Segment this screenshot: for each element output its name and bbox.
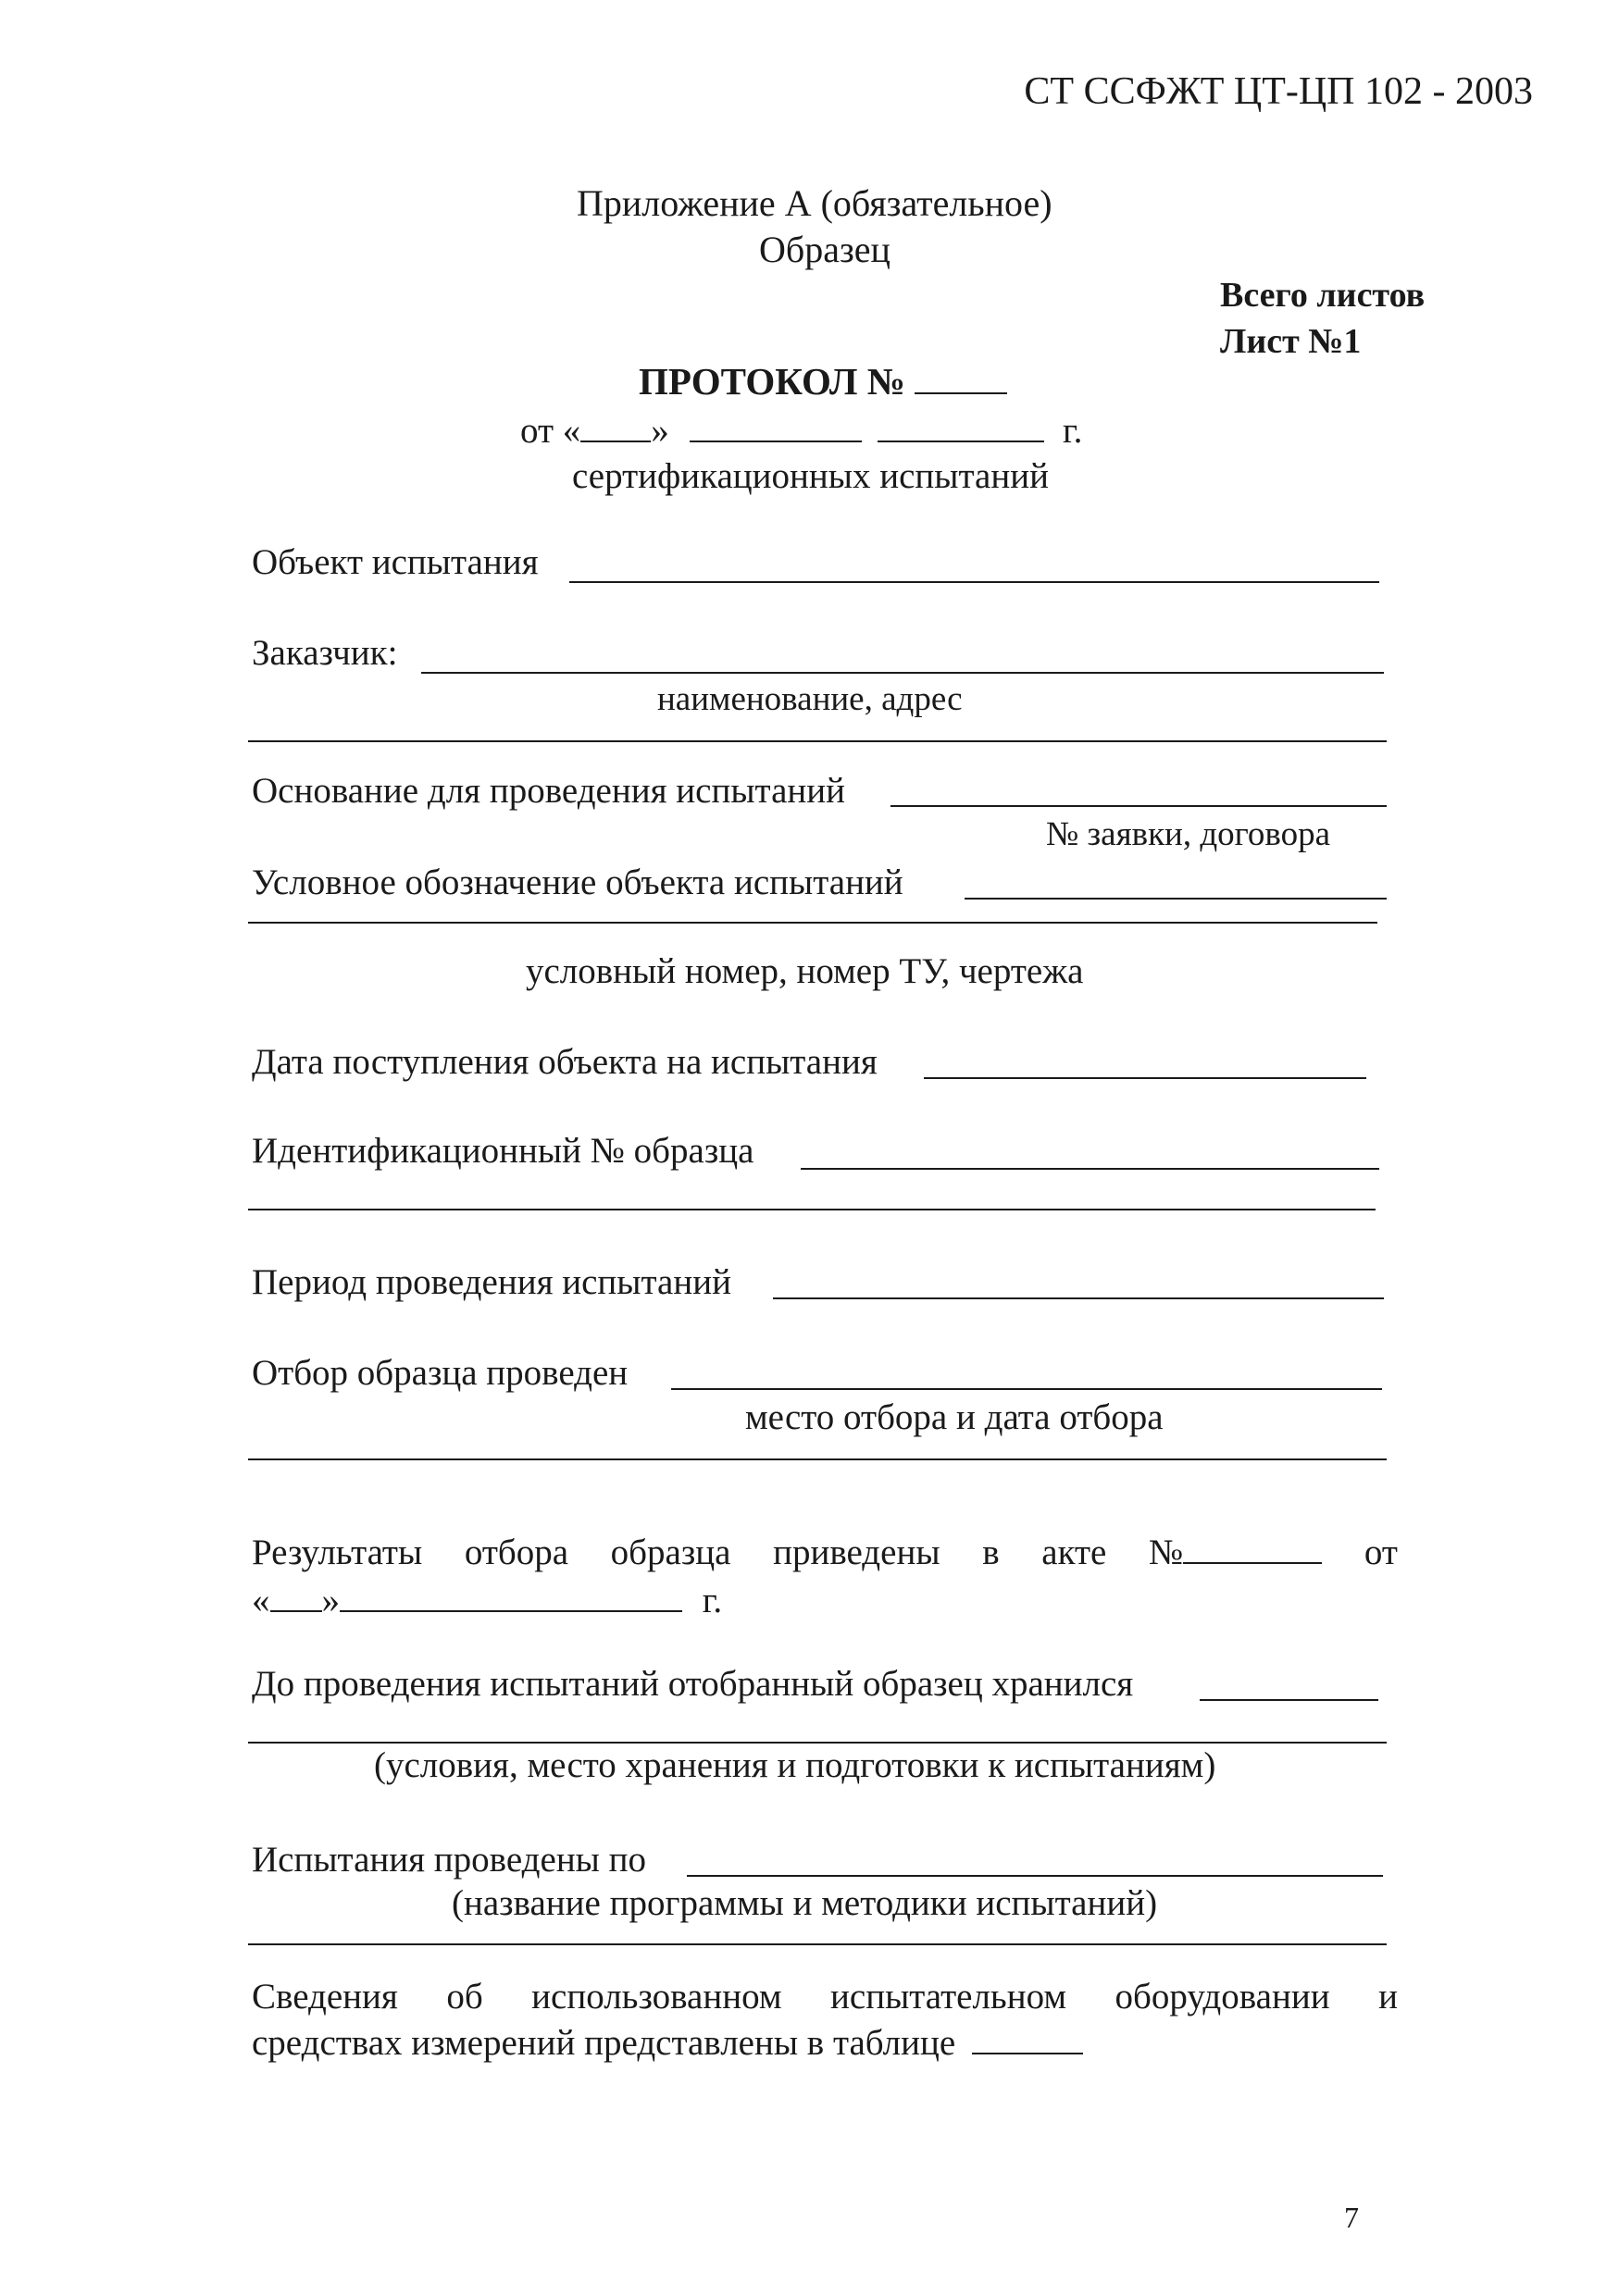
act-date-day-field[interactable]	[270, 1582, 322, 1612]
basis-hint: № заявки, договора	[1046, 815, 1331, 853]
date-prefix: от «	[520, 411, 581, 451]
date-month-field[interactable]	[690, 413, 862, 442]
equipment-word: оборудовании	[1115, 1977, 1330, 2017]
sampling-field[interactable]	[671, 1388, 1382, 1390]
act-date-open-quote: «	[252, 1581, 270, 1620]
customer-hint: наименование, адрес	[657, 680, 963, 718]
customer-field-line-2[interactable]	[248, 740, 1387, 742]
receipt-date-field[interactable]	[924, 1077, 1366, 1079]
sampling-label: Отбор образца проведен	[252, 1353, 629, 1393]
sampling-results-word: отбора	[464, 1533, 569, 1572]
sampling-results-line-1	[252, 1534, 1398, 1570]
protocol-number-field[interactable]	[915, 365, 1007, 394]
act-date-year-suffix: г.	[702, 1581, 723, 1620]
tested-per-field-line-2[interactable]	[248, 1943, 1387, 1945]
equipment-line-1	[252, 1979, 1398, 2015]
basis-label: Основание для проведения испытаний	[252, 771, 845, 811]
sample-id-label: Идентификационный № образца	[252, 1131, 754, 1171]
standard-code: СТ ССФЖТ ЦТ-ЦП 102 - 2003	[1024, 70, 1533, 113]
test-object-label: Объект испытания	[252, 542, 539, 582]
sampling-results-word: приведены	[773, 1533, 940, 1572]
customer-label: Заказчик:	[252, 633, 398, 673]
tested-per-hint: (название программы и методики испытаний)	[452, 1883, 1158, 1923]
date-year-field[interactable]	[878, 413, 1044, 442]
test-period-label: Период проведения испытаний	[252, 1262, 731, 1302]
sampling-results-word: образца	[610, 1533, 731, 1572]
appendix-title: Приложение А (обязательное)	[577, 182, 1052, 224]
protocol-title-text: ПРОТОКОЛ №	[639, 360, 905, 403]
storage-field[interactable]	[1200, 1699, 1378, 1701]
equipment-word: об	[446, 1977, 483, 2017]
test-period-field[interactable]	[773, 1297, 1384, 1299]
sample-label: Образец	[759, 229, 890, 270]
equipment-line-2	[252, 2025, 1083, 2061]
table-number-field[interactable]	[972, 2025, 1083, 2054]
designation-label: Условное обозначение объекта испытаний	[252, 863, 903, 902]
equipment-word: и	[1378, 1977, 1398, 2017]
protocol-title	[639, 360, 1007, 403]
total-sheets-label: Всего листов	[1220, 276, 1426, 315]
equipment-word: Сведения	[252, 1977, 398, 2017]
sampling-results-from: от	[1364, 1533, 1398, 1572]
act-date-close-quote: »	[321, 1581, 340, 1620]
customer-field[interactable]	[421, 672, 1384, 674]
designation-field-line-2[interactable]	[248, 922, 1377, 924]
sheet-number-label: Лист №1	[1220, 322, 1362, 361]
sample-id-field[interactable]	[801, 1168, 1379, 1170]
act-number	[1149, 1534, 1322, 1570]
sampling-results-line-2	[252, 1582, 722, 1619]
tested-per-label: Испытания проведены по	[252, 1840, 647, 1880]
equipment-line-2-text: средствах измерений представлены в таблице	[252, 2023, 956, 2063]
storage-label: До проведения испытаний отобранный образец хранился	[252, 1664, 1134, 1704]
date-day-field[interactable]	[580, 413, 651, 442]
storage-hint: (условия, место хранения и подготовки к испытаниям)	[374, 1745, 1216, 1785]
sample-id-field-line-2[interactable]	[248, 1209, 1376, 1210]
act-number-field[interactable]	[1183, 1534, 1322, 1564]
sampling-results-word: Результаты	[252, 1533, 423, 1572]
date-suffix: г.	[1063, 411, 1083, 451]
protocol-subtitle: сертификационных испытаний	[572, 456, 1049, 496]
tested-per-field[interactable]	[687, 1875, 1383, 1877]
sampling-results-word: в	[982, 1533, 1000, 1572]
sampling-results-word: акте	[1041, 1533, 1107, 1572]
page-number: 7	[1344, 2201, 1359, 2234]
test-object-field[interactable]	[569, 581, 1379, 583]
sampling-field-line-2[interactable]	[248, 1458, 1387, 1460]
number-sign: №	[1149, 1533, 1184, 1572]
act-date-month-year-field[interactable]	[340, 1582, 682, 1612]
basis-field[interactable]	[890, 805, 1387, 807]
receipt-date-label: Дата поступления объекта на испытания	[252, 1042, 878, 1082]
designation-hint: условный номер, номер ТУ, чертежа	[526, 951, 1084, 991]
equipment-word: использованном	[531, 1977, 782, 2017]
sampling-hint: место отбора и дата отбора	[745, 1397, 1164, 1437]
date-close-quote: »	[651, 411, 669, 451]
equipment-word: испытательном	[830, 1977, 1067, 2017]
protocol-date-row	[520, 413, 1082, 449]
storage-field-line-2[interactable]	[248, 1742, 1387, 1744]
designation-field[interactable]	[965, 898, 1387, 900]
